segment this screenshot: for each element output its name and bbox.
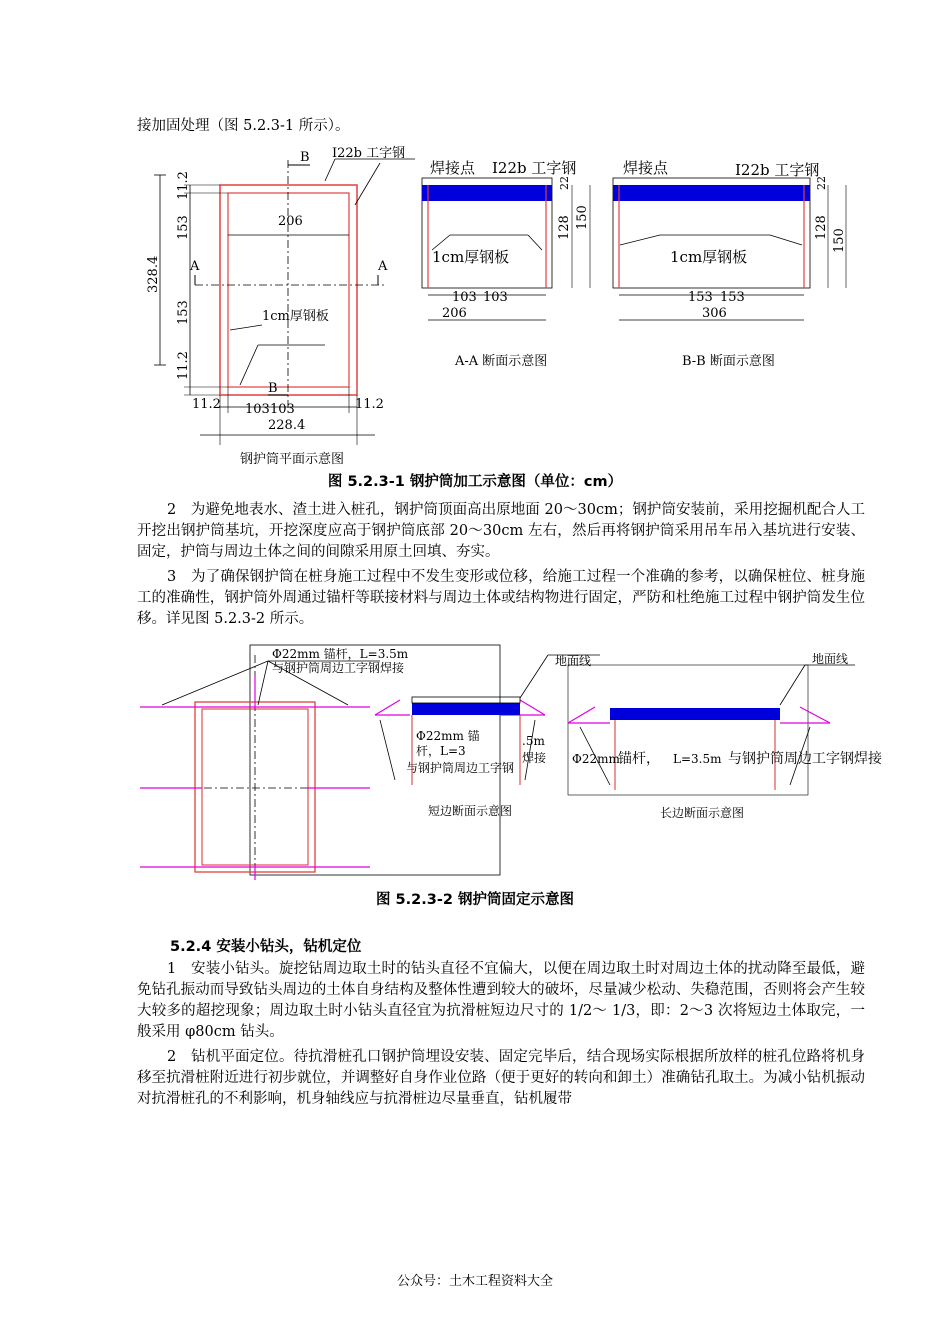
paragraph-2 (137, 500, 865, 563)
aa-beam: I22b 工字钢 (492, 159, 577, 177)
bb-dim-150: 150 (832, 228, 847, 253)
bb-title: B-B 断面示意图 (682, 354, 775, 369)
plan-dim-112-tl: 11.2 (176, 171, 191, 200)
plan-dim-153-bot: 153 (176, 300, 191, 325)
aa-weld: 焊接点 (430, 159, 476, 177)
long-anchor-a: Φ22mm (572, 752, 620, 766)
plan-dim-153-top: 153 (176, 215, 191, 240)
paragraph-3-text: 3 为了确保钢护筒在桩身施工过程中不发生变形或位移，给施工过程一个准确的参考，以确保桩位、桩身施工的准确性，钢护筒外周通过锚杆等联接材料与周边土体或结构物进行固定，严防和杜绝施工过程中钢护筒发生位移。详见图 5.2.3-2 所示。 (137, 569, 865, 627)
figure-2-caption: 图 5.2.3-2 钢护筒固定示意图 (376, 892, 574, 908)
plan-view (146, 146, 415, 467)
footer: 公众号：土木工程资料大全 (396, 1274, 553, 1289)
figure-2 (140, 645, 882, 880)
bb-dim-22: 22 (815, 176, 828, 190)
paragraph-2-text: 2 为避免地表水、渣土进入桩孔，钢护筒顶面高出原地面 20～30cm；钢护筒安装前，采用挖掘机配合人工开挖出钢护筒基坑，开挖深度应高于钢护筒底部 20～30cm 左右，然后再将钢护筒采用吊车吊入基坑进行安装、固定，护筒与周边土体之间的间隙采用原土回填、夯实。 (137, 502, 865, 560)
long-section (568, 651, 883, 820)
plan-dim-103-right: 103 (270, 402, 295, 417)
short-right-1: .5m (522, 734, 545, 748)
aa-dim-103b: 103 (483, 290, 508, 305)
bb-dim-153b: 153 (720, 290, 745, 305)
long-title: 长边断面示意图 (660, 806, 745, 820)
plan-dim-206: 206 (278, 214, 303, 229)
plan-a-left: A (190, 259, 200, 274)
long-anchor-d: 与钢护筒周边工字钢焊接 (728, 751, 882, 767)
short-anchor-3: 与钢护筒周边工字钢 (406, 761, 515, 775)
bb-weld: 焊接点 (623, 159, 669, 177)
bb-beam: I22b 工字钢 (735, 161, 820, 179)
section-aa (422, 159, 590, 369)
anchor-line2: 与钢护筒周边工字钢焊接 (272, 661, 405, 675)
short-anchor-2: 杆，L=3 (416, 744, 466, 758)
plan-dim-2284: 228.4 (268, 418, 306, 433)
long-anchor-b: 锚杆， (618, 751, 660, 767)
ground-line-1: 地面线 (555, 654, 592, 668)
aa-dim-22: 22 (558, 176, 571, 190)
short-right-2: 焊接 (522, 751, 547, 765)
short-title: 短边断面示意图 (428, 804, 513, 818)
plan-b-bottom: B (268, 381, 278, 396)
plan-title: 钢护筒平面示意图 (240, 452, 345, 467)
plan-beam-label: I22b 工字钢 (332, 146, 406, 161)
aa-dim-206: 206 (442, 306, 467, 321)
aa-dim-103a: 103 (452, 290, 477, 305)
paragraph-5-text: 2 钻机平面定位。待抗滑桩孔口钢护筒埋设安装、固定完毕后，结合现场实际根据所放样的桩孔位路将机身移至抗滑桩附近进行初步就位，并调整好自身作业位路（便于更好的转向和卸土）准确钻孔取土。为减小钻机振动对抗滑桩孔的不利影响，机身轴线应与抗滑桩边尽量垂直，钻机履带 (137, 1049, 865, 1107)
plan-dim-103-left: 103 (245, 402, 270, 417)
bb-plate: 1cm厚钢板 (670, 248, 748, 266)
figure-1-caption: 图 5.2.3-1 钢护筒加工示意图（单位：cm） (327, 474, 623, 490)
aa-dim-150: 150 (575, 205, 590, 230)
short-anchor-1: Φ22mm 锚 (416, 729, 480, 743)
bb-dim-128: 128 (814, 215, 829, 240)
plan-dim-112-bot-right: 11.2 (355, 397, 384, 412)
bb-dim-153a: 153 (688, 290, 713, 305)
aa-plate: 1cm厚钢板 (432, 248, 510, 266)
paragraph-4-text: 1 安装小钻头。旋挖钻周边取土时的钻头直径不宜偏大，以便在周边取土时对周边土体的扰动降至最低，避免钻孔振动而导致钻头周边的土体自身结构及整体性遭到较大的破坏，尽量减少松动、失稳范围，否则将会产生较大较多的超挖现象；周边取土时小钻头直径宜为抗滑桩短边尺寸的 1/2～ 1/3，即：2～3 次将短边土体取完，一般采用 φ80cm 钻头。 (137, 961, 865, 1040)
plan-dim-328: 328.4 (146, 255, 161, 293)
paragraph-3 (137, 567, 865, 630)
paragraph-5 (137, 1047, 865, 1110)
plan-b-top: B (300, 150, 310, 165)
section-heading: 5.2.4 安装小钻头，钻机定位 (170, 939, 362, 955)
figure-1 (140, 145, 860, 470)
anchor-line1: Φ22mm 锚杆，L=3.5m (272, 647, 409, 661)
aa-title: A-A 断面示意图 (455, 354, 548, 369)
long-anchor-c: L=3.5m (673, 752, 722, 766)
plan-dim-112-bl: 11.2 (176, 351, 191, 380)
plan-dim-112-bot-left: 11.2 (192, 397, 221, 412)
bb-dim-306: 306 (702, 306, 727, 321)
aa-dim-128: 128 (557, 215, 572, 240)
intro-line: 接加固处理（图 5.2.3-1 所示）。 (137, 118, 350, 134)
section-bb (613, 159, 847, 369)
short-section (375, 653, 600, 818)
paragraph-4 (137, 959, 865, 1043)
plan-a-right: A (378, 259, 388, 274)
ground-line-2: 地面线 (812, 652, 849, 666)
plan-plate-label: 1cm厚钢板 (262, 309, 329, 324)
